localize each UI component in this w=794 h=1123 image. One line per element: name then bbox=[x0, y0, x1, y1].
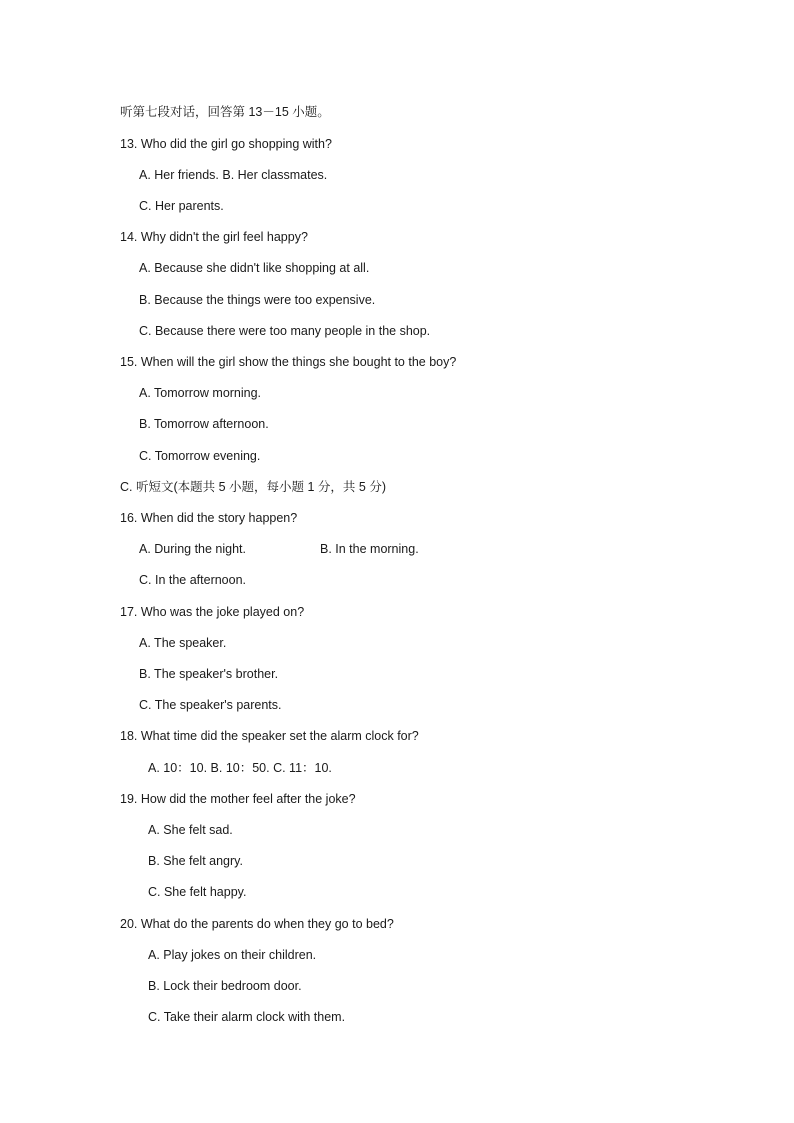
question-19: 19. How did the mother feel after the joke? bbox=[120, 792, 356, 806]
option-20-b: B. Lock their bedroom door. bbox=[148, 979, 302, 993]
option-15-c: C. Tomorrow evening. bbox=[139, 449, 261, 463]
option-17-c: C. The speaker's parents. bbox=[139, 698, 282, 712]
option-14-c: C. Because there were too many people in the shop. bbox=[139, 324, 431, 338]
section-instruction: 听第七段对话，回答第 13－15 小题。 bbox=[120, 105, 330, 119]
option-15-b: B. Tomorrow afternoon. bbox=[139, 417, 269, 431]
option-15-a: A. Tomorrow morning. bbox=[139, 386, 262, 400]
section-c-heading: C. 听短文(本题共 5 小题，每小题 1 分，共 5 分) bbox=[120, 480, 386, 494]
question-17: 17. Who was the joke played on? bbox=[120, 605, 305, 619]
option-19-b: B. She felt angry. bbox=[148, 854, 243, 868]
question-14: 14. Why didn't the girl feel happy? bbox=[120, 230, 308, 244]
option-13-ab: A. Her friends. B. Her classmates. bbox=[139, 168, 328, 182]
question-13: 13. Who did the girl go shopping with? bbox=[120, 137, 332, 151]
question-20: 20. What do the parents do when they go to bed? bbox=[120, 917, 394, 931]
option-16-c: C. In the afternoon. bbox=[139, 573, 247, 587]
option-20-a: A. Play jokes on their children. bbox=[148, 948, 317, 962]
question-16: 16. When did the story happen? bbox=[120, 511, 298, 525]
option-19-c: C. She felt happy. bbox=[148, 885, 247, 899]
question-15: 15. When will the girl show the things she bought to the boy? bbox=[120, 355, 457, 369]
option-16-a: A. During the night. bbox=[139, 542, 247, 556]
option-19-a: A. She felt sad. bbox=[148, 823, 233, 837]
option-20-c: C. Take their alarm clock with them. bbox=[148, 1010, 346, 1024]
option-16-b: B. In the morning. bbox=[320, 542, 419, 556]
question-18: 18. What time did the speaker set the alarm clock for? bbox=[120, 729, 419, 743]
option-14-b: B. Because the things were too expensive. bbox=[139, 293, 376, 307]
option-18-abc: A. 10：10. B. 10：50. C. 11：10. bbox=[148, 761, 332, 775]
option-17-a: A. The speaker. bbox=[139, 636, 227, 650]
option-14-a: A. Because she didn't like shopping at all. bbox=[139, 261, 370, 275]
option-13-c: C. Her parents. bbox=[139, 199, 224, 213]
option-17-b: B. The speaker's brother. bbox=[139, 667, 279, 681]
